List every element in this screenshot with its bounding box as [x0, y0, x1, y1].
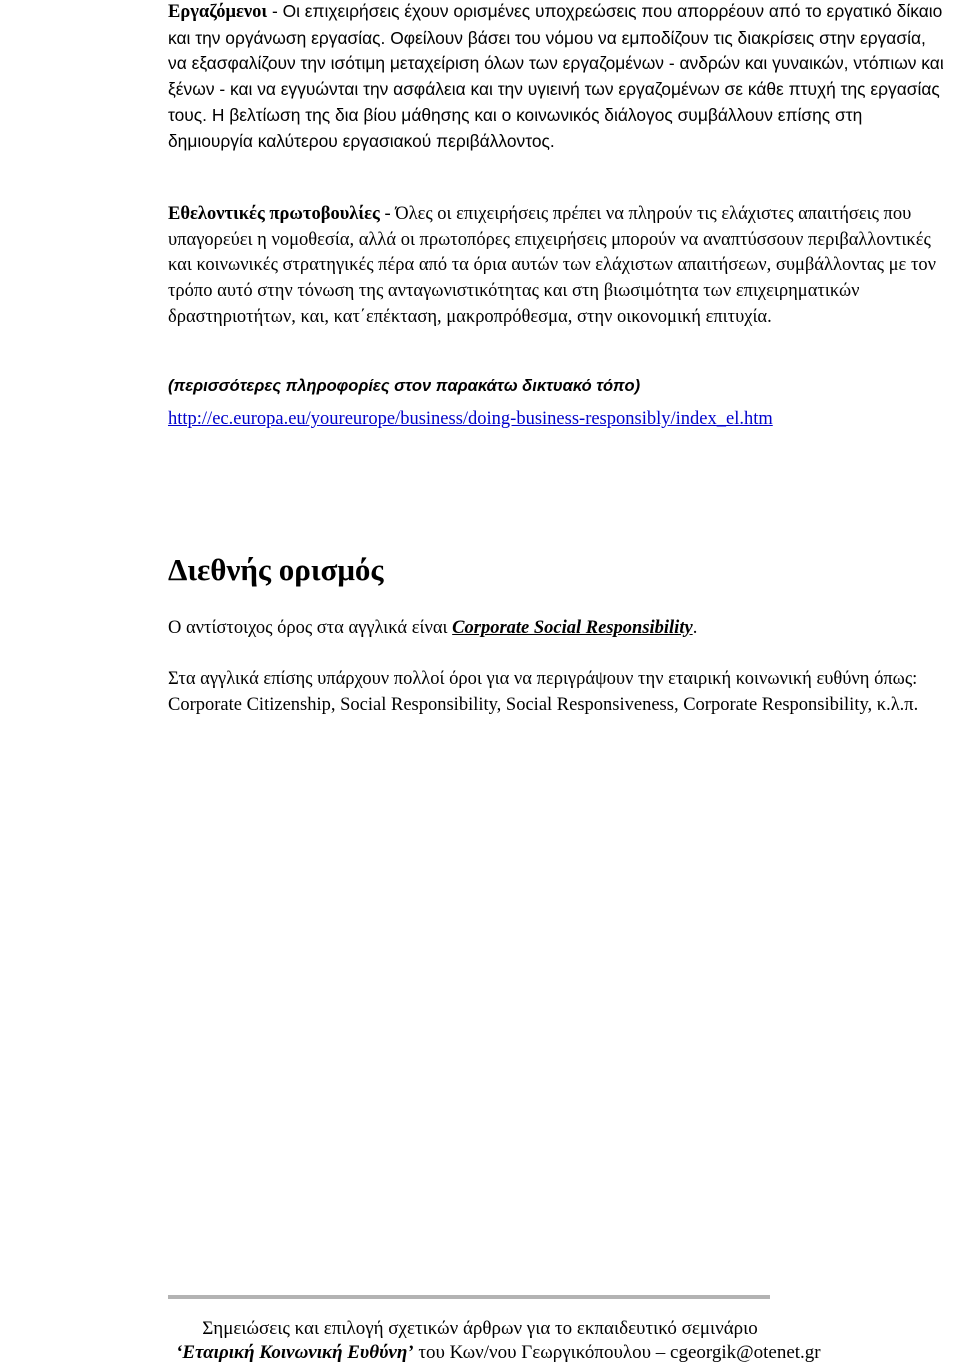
footer-line-2: [176, 1342, 821, 1364]
definition-term: Corporate Social Responsibility: [452, 618, 693, 638]
footer-author: του Κων/νου Γεωργικόπουλου – cgeorgik@otenet.gr: [413, 1342, 821, 1363]
definition-prefix: Ο αντίστοιχος όρος στα αγγλικά είναι: [168, 618, 453, 638]
footer-seminar-title: ‘Εταιρική Κοινωνική Ευθύνη’: [176, 1342, 414, 1363]
paragraph-lead-employees: Εργαζόμενοι: [168, 2, 268, 22]
europa-link[interactable]: http://ec.europa.eu/youreurope/business/doing-business-responsibly/index_el.htm: [168, 409, 773, 429]
paragraph-voluntary-initiatives: [168, 202, 948, 331]
paragraph-text-voluntary: - Όλες οι επιχειρήσεις πρέπει να πληρούν τις ελάχιστες απαιτήσεις που υπαγορεύει η νομοθεσία, αλλά οι πρωτοπόρες επιχειρήσεις μπορούν να αναπτύσσουν περιβαλλοντικές και κοινωνικές στρατηγικές πέρα από τα όρια αυτών των ελάχιστων απαιτήσεων, συμβάλλοντας με τον τρόπο αυτό στην τόνωση της ανταγωνιστικότητας και στη βιωσιμότητα των επιχειρηματικών δραστηριοτήτων, και, κατ΄επέκταση, μακροπρόθεσμα, στην οικονομική επιτυχία.: [168, 204, 936, 327]
section-heading: Διεθνής ορισμός: [168, 552, 384, 587]
footer-divider: [168, 1295, 770, 1299]
more-info-label: (περισσότερες πληροφορίες στον παρακάτω δικτυακό τόπο): [168, 377, 641, 395]
other-terms-paragraph: Στα αγγλικά επίσης υπάρχουν πολλοί όροι για να περιγράψουν την εταιρική κοινωνική ευθύνη όπως: Corporate Citizenship, Social Responsibility, Social Responsiveness, Corporate Responsibility, κ.λ.π.: [168, 669, 919, 715]
paragraph-lead-voluntary: Εθελοντικές πρωτοβουλίες: [168, 204, 380, 224]
definition-paragraph: [168, 616, 697, 642]
definition-suffix: .: [692, 618, 698, 638]
paragraph-employees: [168, 0, 948, 154]
footer-line-1: Σημειώσεις και επιλογή σχετικών άρθρων για το εκπαιδευτικό σεμινάριο: [202, 1318, 758, 1339]
paragraph-text-employees: - Οι επιχειρήσεις έχουν ορισμένες υποχρεώσεις που απορρέουν από το εργατικό δίκαιο και την οργάνωση εργασίας. Οφείλουν βάσει του νόμου να εμποδίζουν τις διακρίσεις στην εργασία, να εξασφαλίζουν την ισότιμη μεταχείριση όλων των εργαζομένων - ανδρών και γυναικών, ντόπιων και ξένων - και να εγγυώνται την ασφάλεια και την υγιεινή των εργαζομένων σε κάθε πτυχή της εργασίας τους. Η βελτίωση της δια βίου μάθησης και ο κοινωνικός διάλογος συμβάλλουν επίσης στη δημιουργία καλύτερου εργασιακού περιβάλλοντος.: [168, 1, 944, 151]
